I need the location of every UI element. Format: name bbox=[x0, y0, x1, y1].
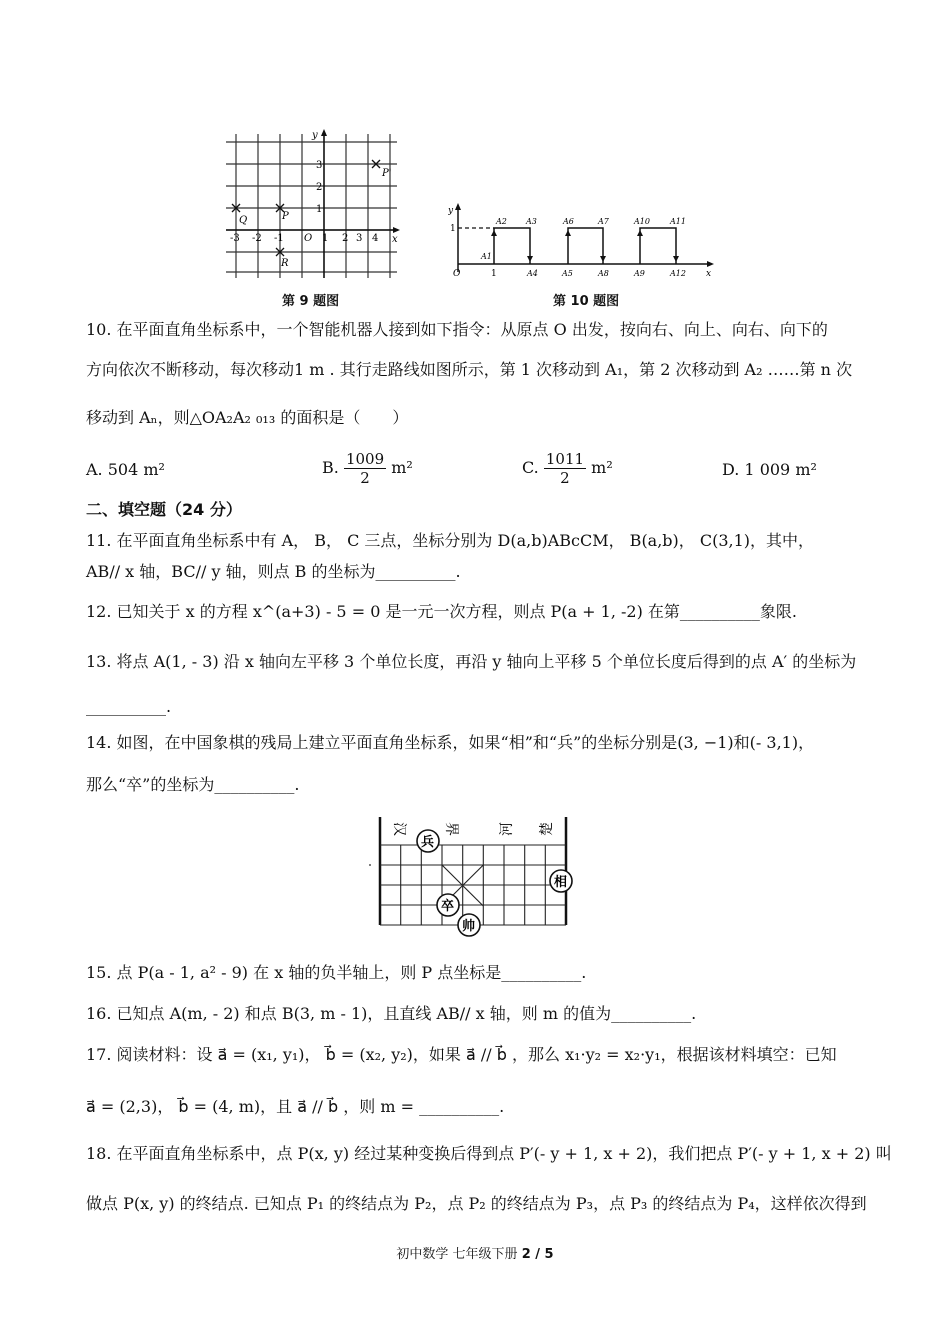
q13-line1: 13. 将点 A(1, - 3) 沿 x 轴向左平移 3 个单位长度，再沿 y 轴向上平移 5 个单位长度后得到的点 A′ 的坐标为 bbox=[86, 652, 857, 671]
q10-line3: 移动到 Aₙ，则△OA₂A₂ ₀₁₃ 的面积是（ ） bbox=[86, 408, 409, 427]
q15-text: 15. 点 P(a - 1, a² - 9) 在 x 轴的负半轴上，则 P 点坐标是__________. bbox=[86, 963, 587, 982]
figure-9-caption: 第 9 题图 bbox=[282, 294, 340, 309]
fig14-river-char: 河 bbox=[499, 822, 515, 836]
fig9-origin: O bbox=[304, 233, 313, 244]
q16-text: 16. 已知点 A(m, - 2) 和点 B(3, m - 1)，且直线 AB// x 轴，则 m 的值为__________. bbox=[86, 1004, 697, 1023]
fig9-tick: 1 bbox=[322, 233, 329, 244]
fig9-tick: 3 bbox=[316, 160, 323, 171]
fig9-tick: 3 bbox=[356, 233, 363, 244]
fig10-point: A7 bbox=[598, 217, 609, 226]
fig10-tick: 1 bbox=[450, 224, 456, 234]
q10-option-b bbox=[322, 450, 413, 487]
q10-option-d: D. 1 009 m² bbox=[722, 460, 817, 479]
q12-text: 12. 已知关于 x 的方程 x^(a+3) - 5 = 0 是一元一次方程，则点 P(a + 1, -2) 在第__________象限. bbox=[86, 602, 798, 621]
q10-option-c-numerator: 1011 bbox=[545, 450, 585, 468]
fig9-tick: -3 bbox=[230, 233, 240, 244]
fig10-point: A6 bbox=[563, 217, 574, 226]
piece-zu: 卒 bbox=[441, 899, 455, 914]
fig10-y-label: y bbox=[448, 206, 454, 216]
fig10-point: A11 bbox=[670, 217, 686, 226]
q10-option-b-fraction bbox=[344, 450, 386, 487]
q10-option-b-label: B. bbox=[322, 458, 339, 477]
fig9-tick: 4 bbox=[372, 233, 379, 244]
fig9-x-label: x bbox=[392, 234, 398, 245]
fig10-origin: O bbox=[453, 269, 461, 279]
q10-option-b-numerator: 1009 bbox=[345, 450, 385, 468]
fig10-point: A2 bbox=[496, 217, 507, 226]
fig10-x-label: x bbox=[706, 269, 712, 279]
fig10-point: A4 bbox=[527, 269, 538, 278]
fig9-tick: 2 bbox=[316, 182, 323, 193]
q10-option-c bbox=[522, 450, 613, 487]
q17-line1: 17. 阅读材料：设 a⃗ = (x₁, y₁)， b⃗ = (x₂, y₂)，如果 a⃗ // b⃗ ，那么 x₁·y₂ = x₂·y₁，根据该材料填空：已知 bbox=[86, 1045, 837, 1064]
figure-9-grid bbox=[222, 128, 404, 280]
fig10-point: A3 bbox=[526, 217, 537, 226]
fig9-y-label: y bbox=[312, 130, 318, 141]
fig10-point: A10 bbox=[634, 217, 650, 226]
piece-bing: 兵 bbox=[421, 835, 435, 850]
fig9-point: P' bbox=[382, 168, 392, 179]
fig10-point: A12 bbox=[670, 269, 686, 278]
piece-shuai: 帅 bbox=[462, 919, 476, 934]
page-footer bbox=[0, 1243, 950, 1262]
section-2-heading: 二、填空题（24 分） bbox=[86, 500, 242, 519]
q10-option-a: A. 504 m² bbox=[86, 460, 165, 479]
figure-10-path bbox=[448, 202, 718, 280]
fig10-tick: 1 bbox=[491, 269, 497, 279]
q10-option-b-denominator: 2 bbox=[360, 469, 370, 487]
fig10-point: A8 bbox=[598, 269, 609, 278]
q10-line2: 方向依次不断移动，每次移动1 m . 其行走路线如图所示，第 1 次移动到 A₁，第 2 次移动到 A₂ ……第 n 次 bbox=[86, 360, 853, 379]
footer-text: 初中数学 七年级下册 bbox=[396, 1247, 518, 1262]
q10-line1: 10. 在平面直角坐标系中，一个智能机器人接到如下指令：从原点 O 出发，按向右、向上、向右、向下的 bbox=[86, 320, 828, 339]
fig10-point: A5 bbox=[562, 269, 573, 278]
fig9-tick: 2 bbox=[342, 233, 349, 244]
fig9-point: Q bbox=[239, 215, 248, 226]
fig9-tick: -1 bbox=[274, 233, 284, 244]
q14-line2: 那么“卒”的坐标为__________. bbox=[86, 775, 300, 794]
q10-option-c-fraction bbox=[544, 450, 586, 487]
figure-14-chessboard bbox=[368, 815, 578, 939]
q13-line2: __________. bbox=[86, 697, 172, 716]
q10-option-b-unit: m² bbox=[391, 458, 413, 477]
fig10-point: A1 bbox=[481, 252, 492, 261]
fig9-point: R bbox=[281, 258, 289, 269]
fig14-river-char: 楚 bbox=[539, 822, 555, 836]
q11-line1: 11. 在平面直角坐标系中有 A， B， C 三点，坐标分别为 D(a,b)ABcCM， B(a,b)， C(3,1)，其中， bbox=[86, 531, 815, 550]
q10-option-c-unit: m² bbox=[591, 458, 613, 477]
fig14-river-char: 汉 bbox=[391, 822, 407, 836]
fig9-point: P bbox=[282, 211, 289, 222]
figure-10-caption: 第 10 题图 bbox=[553, 294, 620, 309]
q14-line1: 14. 如图，在中国象棋的残局上建立平面直角坐标系，如果“相”和“兵”的坐标分别是(3, −1)和(- 3,1)， bbox=[86, 733, 815, 752]
q17-line2: a⃗ = (2,3)， b⃗ = (4, m)，且 a⃗ // b⃗ ，则 m = __________. bbox=[86, 1097, 505, 1116]
fig14-river-char: 界 bbox=[443, 822, 459, 836]
piece-xiang: 相 bbox=[554, 875, 568, 890]
fig10-point: A9 bbox=[634, 269, 645, 278]
q10-option-c-label: C. bbox=[522, 458, 539, 477]
q18-line1: 18. 在平面直角坐标系中，点 P(x, y) 经过某种变换后得到点 P′(- y + 1, x + 2)，我们把点 P′(- y + 1, x + 2) 叫 bbox=[86, 1144, 892, 1163]
fig9-tick: 1 bbox=[316, 204, 323, 215]
q10-option-c-denominator: 2 bbox=[560, 469, 570, 487]
q18-line2: 做点 P(x, y) 的终结点. 已知点 P₁ 的终结点为 P₂，点 P₂ 的终结点为 P₃，点 P₃ 的终结点为 P₄，这样依次得到 bbox=[86, 1194, 867, 1213]
fig9-tick: -2 bbox=[252, 233, 262, 244]
q11-line2: AB// x 轴，BC// y 轴，则点 B 的坐标为__________. bbox=[86, 562, 461, 581]
page-number: 2 / 5 bbox=[521, 1247, 554, 1262]
